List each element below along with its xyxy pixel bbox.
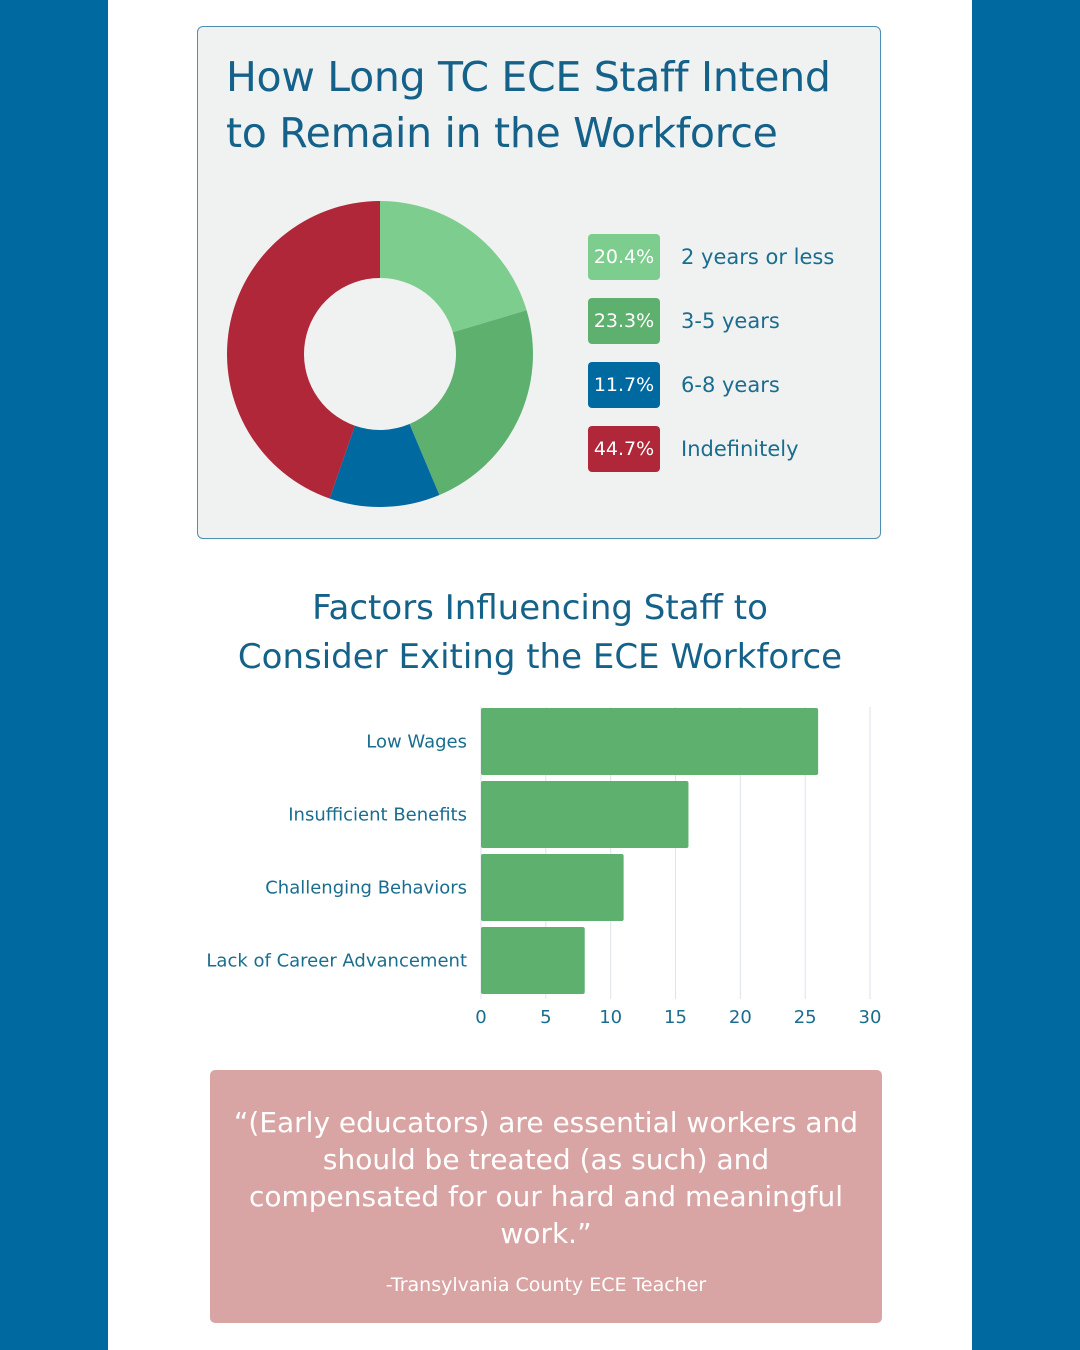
donut-chart-card <box>197 26 881 539</box>
x-tick-label: 30 <box>858 1007 882 1028</box>
quote-attribution: -Transylvania County ECE Teacher <box>385 1274 707 1296</box>
legend-label: 3-5 years <box>681 309 780 333</box>
bar-challenging-behaviors <box>481 854 624 921</box>
legend-value-badge: 11.7% <box>588 362 660 408</box>
infographic-page <box>108 0 972 1350</box>
bar-title-line-2: Consider Exiting the ECE Workforce <box>237 637 843 677</box>
x-tick-label: 25 <box>793 1007 817 1028</box>
donut-slice-3-5-years <box>409 310 533 495</box>
bar-chart-title <box>108 584 972 682</box>
quote-box <box>210 1070 882 1323</box>
donut-title-line-2: to Remain in the Workforce <box>226 109 778 157</box>
donut-chart-title <box>226 49 866 161</box>
x-tick-label: 0 <box>475 1007 487 1028</box>
donut-title-line-1: How Long TC ECE Staff Intend <box>226 53 831 101</box>
legend-item-indefinitely <box>588 425 834 473</box>
x-tick-label: 5 <box>540 1007 552 1028</box>
legend-label: 6-8 years <box>681 373 780 397</box>
bar-chart <box>108 700 972 1040</box>
category-label: Insufficient Benefits <box>288 804 467 826</box>
legend-item-2-years-or-less <box>588 233 834 281</box>
legend-label: Indefinitely <box>681 437 799 461</box>
x-tick-label: 15 <box>664 1007 687 1028</box>
bar-lack-of-career-advancement <box>481 927 585 994</box>
bar-title-line-1: Factors Influencing Staff to <box>312 588 768 628</box>
legend-item-3-5-years <box>588 297 834 345</box>
donut-legend <box>588 233 834 489</box>
legend-value-badge: 23.3% <box>588 298 660 344</box>
legend-value-badge: 20.4% <box>588 234 660 280</box>
category-label: Low Wages <box>366 731 467 753</box>
x-tick-label: 10 <box>599 1007 623 1028</box>
legend-value-badge: 44.7% <box>588 426 660 472</box>
category-label: Challenging Behaviors <box>265 877 467 899</box>
bar-low-wages <box>481 708 818 775</box>
x-tick-label: 20 <box>728 1007 752 1028</box>
bar-insufficient-benefits <box>481 781 688 848</box>
category-label: Lack of Career Advancement <box>206 950 467 972</box>
legend-item-6-8-years <box>588 361 834 409</box>
quote-text: “(Early educators) are essential workers and should be treated (as such) and compensated for our hard and meaningful work.” <box>233 1106 859 1250</box>
legend-label: 2 years or less <box>681 245 835 269</box>
donut-chart <box>225 199 535 509</box>
donut-slice-2-years-or-less <box>380 201 527 332</box>
